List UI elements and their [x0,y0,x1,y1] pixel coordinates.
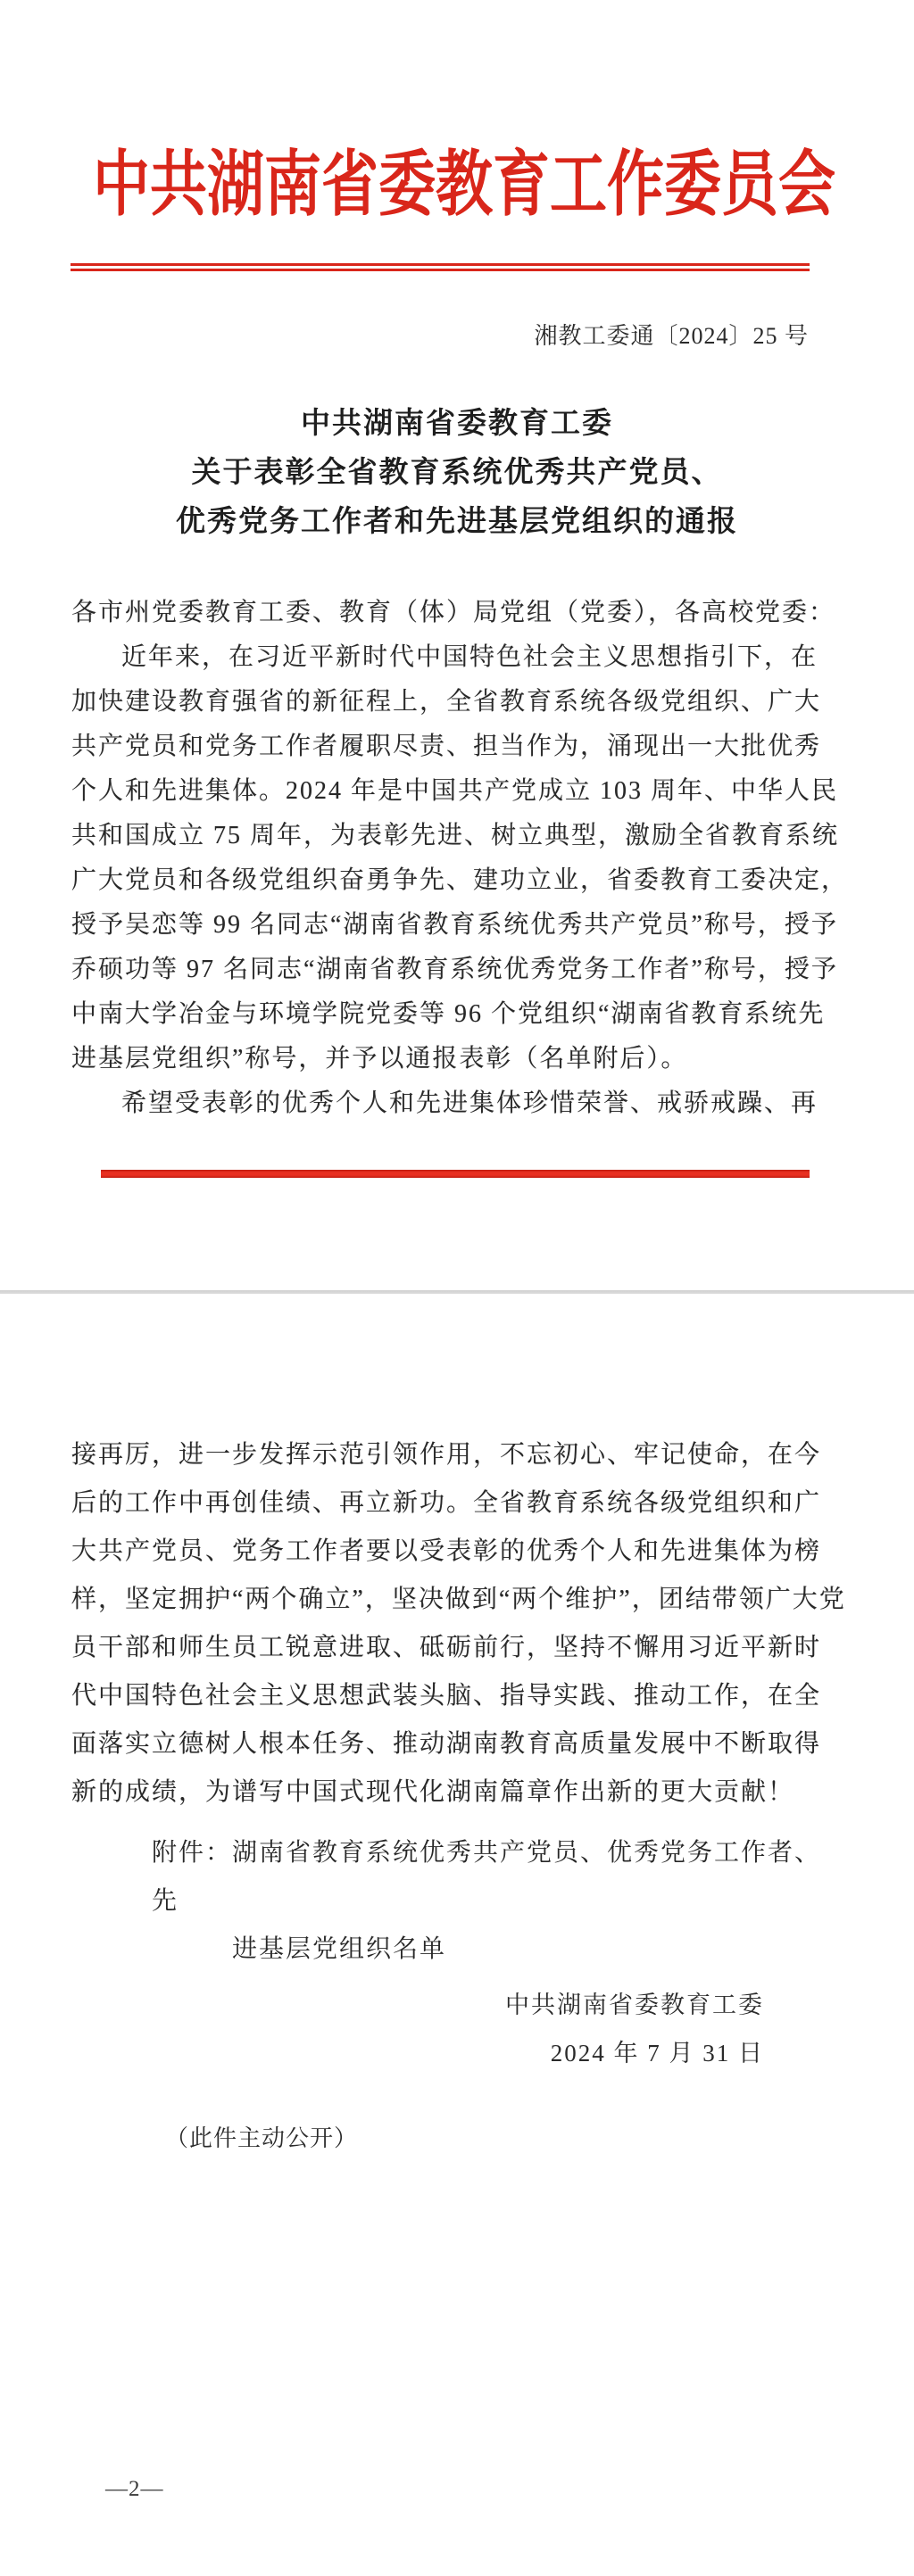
body-line: 大共产党员、党务工作者要以受表彰的优秀个人和先进集体为榜 [71,1537,822,1565]
body-line: 面落实立德树人根本任务、推动湖南教育高质量发展中不断取得 [71,1730,822,1758]
page-number: —2— [105,2477,164,2501]
signature-block [505,1981,764,2077]
body-line: 中南大学冶金与环境学院党委等 96 个党组织“湖南省教育系统先 [71,1000,826,1028]
body-line: 样，坚定拥护“两个确立”，坚决做到“两个维护”，团结带领广大党 [71,1586,846,1613]
body-line: 后的工作中再创佳绩、再立新功。全省教育系统各级党组织和广 [71,1489,822,1517]
attachment-line: 进基层党组织名单 [232,1935,447,1963]
issuing-authority: 中共湖南省委教育工委 [505,1992,764,2018]
letterhead-double-rule [71,263,810,271]
document-number: 湘教工委通〔2024〕25 号 [534,323,809,349]
letterhead-title [0,139,914,232]
issue-date: 2024 年 7 月 31 日 [550,2040,764,2067]
letterhead-title-text: 中共湖南省委教育工作委员会 [93,146,835,225]
body-page-2 [71,1431,844,1817]
notice-title-line: 优秀党务工作者和先进基层党组织的通报 [176,506,738,538]
body-line: 员干部和师生员工锐意进取、砥砺前行，坚持不懈用习近平新时 [71,1634,822,1661]
body-line: 进基层党组织”称号，并予以通报表彰（名单附后）。 [71,1045,688,1073]
body-line: 接再厉，进一步发挥示范引领作用，不忘初心、牢记使命，在今 [71,1441,822,1469]
body-line: 新的成绩，为谱写中国式现代化湖南篇章作出新的更大贡献！ [71,1778,795,1806]
notice-title [0,400,914,547]
notice-title-line: 中共湖南省委教育工委 [301,408,613,440]
body-line: 共产党员和党务工作者履职尽责、担当作为，涌现出一大批优秀 [71,733,822,760]
body-line: 代中国特色社会主义思想武装头脑、指导实践、推动工作，在全 [71,1682,822,1710]
disclosure-note: （此件主动公开） [165,2125,359,2151]
notice-title-line: 关于表彰全省教育系统优秀共产党员、 [191,457,723,489]
body-line: 希望受表彰的优秀个人和先进集体珍惜荣誉、戒骄戒躁、再 [121,1089,818,1117]
page-scan-separator [0,1290,914,1294]
body-line: 广大党员和各级党组织奋勇争先、建功立业，省委教育工委决定， [71,866,849,894]
body-line: 加快建设教育强省的新征程上，全省教育系统各级党组织、广大 [71,688,822,716]
body-line: 乔硕功等 97 名同志“湖南省教育系统优秀党务工作者”称号，授予 [71,956,838,983]
body-page-1 [71,591,849,1126]
body-line: 各市州党委教育工委、教育（体）局党组（党委），各高校党委： [71,599,836,626]
body-line: 个人和先进集体。2024 年是中国共产党成立 103 周年、中华人民 [71,777,839,805]
body-line: 近年来，在习近平新时代中国特色社会主义思想指引下，在 [121,643,818,671]
body-line: 授予吴恋等 99 名同志“湖南省教育系统优秀共产党员”称号，授予 [71,911,838,939]
footer-red-rule [101,1170,810,1178]
attachment-note [71,1829,844,1974]
attachment-line: 附件：湖南省教育系统优秀共产党员、优秀党务工作者、先 [152,1839,822,1915]
body-line: 共和国成立 75 周年，为表彰先进、树立典型，激励全省教育系统 [71,822,840,849]
